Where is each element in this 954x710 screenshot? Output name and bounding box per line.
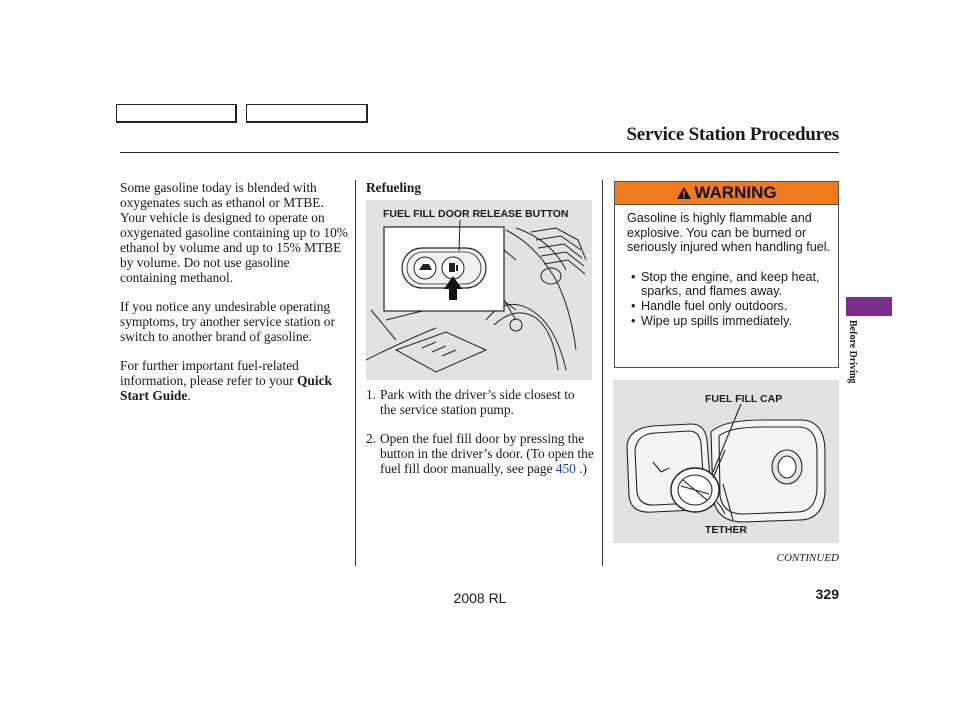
warning-bullet-text: Stop the engine, and keep heat, sparks, and flames away. [641,269,820,299]
paragraph-further-info [120,358,348,403]
step-2-number: 2. [366,431,377,446]
section-label-text: Before Driving [847,320,858,384]
refueling-steps [366,387,594,490]
quick-start-guide-ref: Quick Start Guide [120,373,332,403]
left-column [120,180,348,417]
warning-bullet-text: Wipe up spills immediately. [641,313,792,328]
page-title: Service Station Procedures [626,124,839,145]
step-2-end: .) [575,461,588,476]
page-450-link[interactable]: 450 [555,461,576,476]
model-footer: 2008 RL [453,590,507,606]
warning-intro: Gasoline is highly flammable and explosive. You can be burned or seriously injured when handling fuel. [627,211,831,255]
fuel-cap-drawing [613,380,839,543]
door-panel-drawing [366,200,592,380]
bullet-marker: • [631,313,636,328]
refueling-heading: Refueling [366,180,422,195]
step-2 [366,431,594,476]
column-divider [602,180,603,566]
bullet-marker: • [631,269,636,284]
figure-label-tether: TETHER [705,524,747,536]
further-info-text: For further important fuel-related information, please refer to your [120,358,299,388]
section-tab[interactable] [846,297,892,316]
step-1-text: Park with the driver’s side closest to the service station pump. [380,387,575,417]
warning-box [614,181,839,368]
fuel-fill-cap-illustration [613,380,839,543]
warning-header-text: WARNING [694,183,777,202]
warning-triangle-icon [676,186,692,200]
paragraph-gasoline-blends: Some gasoline today is blended with oxygenates such as ethanol or MTBE. Your vehicle is designed to operate on oxygenated gasoline containing up to 10% ethanol by volume and up to 15% MTBE by volume. Do not use gasoline containing methanol. [120,180,348,285]
warning-bullet [627,314,832,329]
step-1 [366,387,594,417]
title-divider [120,152,839,153]
warning-bullet-text: Handle fuel only outdoors. [641,298,788,313]
paragraph-symptoms: If you notice any undesirable operating symptoms, try another service station or switch to another brand of gasoline. [120,299,335,344]
step-2-text: Open the fuel fill door by pressing the button in the driver’s door. (To open the fuel fill door manually, see page [380,431,594,476]
figure-label-release-button: FUEL FILL DOOR RELEASE BUTTON [383,208,569,220]
nav-button-index[interactable] [246,104,368,123]
step-1-number: 1. [366,387,377,402]
page-number: 329 [815,586,839,602]
warning-bullet [627,299,832,314]
section-label-vertical [846,320,862,410]
further-info-end: . [187,388,191,403]
continued-indicator: CONTINUED [776,552,839,564]
warning-header [615,182,838,205]
column-divider [355,180,356,566]
warning-bullet-list [627,270,832,328]
fuel-door-release-illustration [366,200,592,380]
warning-body [627,211,832,328]
bullet-marker: • [631,298,636,313]
nav-button-contents[interactable] [116,104,237,123]
warning-bullet [627,270,832,299]
figure-label-fuel-cap: FUEL FILL CAP [705,393,783,405]
